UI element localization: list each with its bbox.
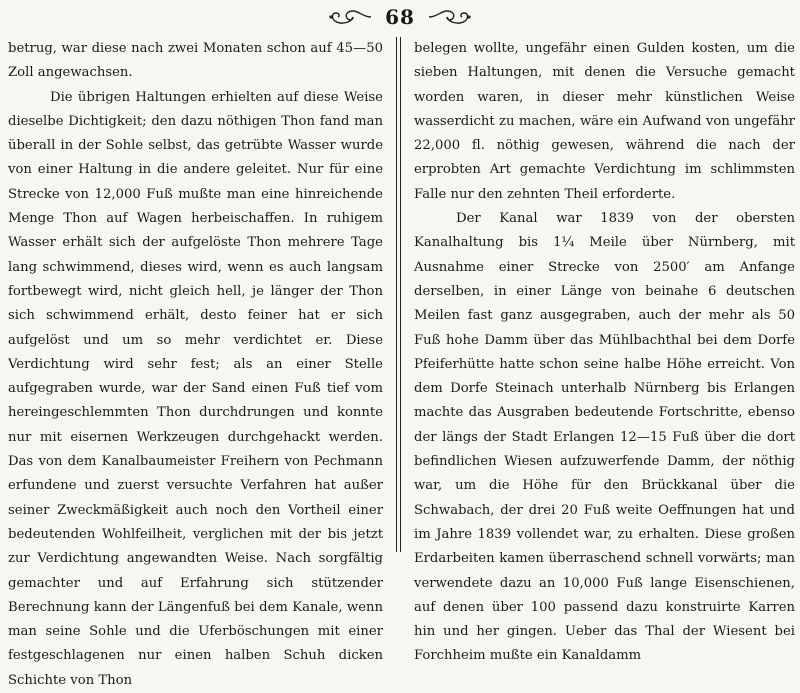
scroll-ornament-right-icon xyxy=(427,6,473,28)
paragraph: belegen wollte, ungefähr einen Gulden kosten, um die sieben Haltungen, mit denen die Versuche gemacht worden waren, in dieser mehr künstlichen Weise wasserdicht zu machen, wäre ein Aufwand von ungefähr 22,000 fl. nöthig gewesen, während die nach der erprobten Art gemachte Verdichtung im schlimmsten Falle nur den zehnten Theil erforderte. xyxy=(414,41,795,202)
divider-line xyxy=(396,37,397,552)
column-divider xyxy=(395,37,403,552)
page-header xyxy=(0,2,800,32)
right-text-column xyxy=(414,37,795,669)
left-text-column xyxy=(8,37,383,693)
scroll-ornament-left-icon xyxy=(327,6,373,28)
paragraph: Die übrigen Haltungen erhielten auf diese Weise dieselbe Dichtigkeit; den dazu nöthigen Thon fand man überall in der Sohle selbst, das getrübte Wasser wurde von einer Haltung in die andere geleitet. Nur für eine Strecke von 12,000 Fuß mußte man eine hinreichende Menge Thon auf Wagen herbeischaffen. In ruhigem Wasser erhält sich der aufgelöste Thon mehrere Tage lang schwimmend, dieses wird, wenn es auch langsam fortbewegt wird, nicht gleich hell, je länger der Thon sich schwimmend erhält, desto feiner hat er sich aufgelöst und um so mehr verdichtet er. Diese Verdichtung wird sehr fest; als an einer Stelle aufgegraben wurde, war der Sand einen Fuß tief vom hereingeschlemmten Thon durchdrungen und konnte nur mit eisernen Werkzeugen durchgehackt werden. Das von dem Kanalbaumeister Freihern von Pechmann erfundene und zuerst versuchte Verfahren hat außer seiner Zweckmäßigkeit auch noch den Vortheil einer bedeutenden Wohlfeilheit, verglichen mit der bis jetzt zur Verdichtung angewandten Weise. Nach sorgfältig gemachter und auf Erfahrung sich stützender Berechnung kann der Längenfuß bei dem Kanale, wenn man seine Sohle und die Uferböschungen mit einer festgeschlagenen nur einen halben Schuh dicken Schichte von Thon xyxy=(8,89,383,688)
divider-line xyxy=(400,37,401,552)
page-number: 68 xyxy=(385,5,415,29)
paragraph: betrug, war diese nach zwei Monaten schon auf 45—50 Zoll angewachsen. xyxy=(8,41,383,81)
paragraph: Der Kanal war 1839 von der obersten Kanalhaltung bis 1¼ Meile über Nürnberg, mit Ausnahme einer Strecke von 2500′ am Anfange derselben, in einer Länge von beinahe 6 deutschen Meilen fast ganz ausgegraben, auch der mehr als 50 Fuß hohe Damm über das Mühlbachthal bei dem Dorfe Pfeiferhütte hatte schon seine halbe Höhe erreicht. Von dem Dorfe Steinach unterhalb Nürnberg bis Erlangen machte das Ausgraben bedeutende Fortschritte, ebenso der längs der Stadt Erlangen 12—15 Fuß über die dort befindlichen Wiesen aufzuwerfende Damm, der nöthig war, um die Höhe für den Brückkanal über die Schwabach, der drei 20 Fuß weite Oeffnungen hat und im Jahre 1839 vollendet war, zu erhalten. Diese großen Erdarbeiten kamen überraschend schnell vorwärts; man verwendete dazu an 10,000 Fuß lange Eisenschienen, auf denen über 100 passend dazu konstruirte Karren hin und her gingen. Ueber das Thal der Wiesent bei Forchheim mußte ein Kanaldamm xyxy=(414,211,795,664)
